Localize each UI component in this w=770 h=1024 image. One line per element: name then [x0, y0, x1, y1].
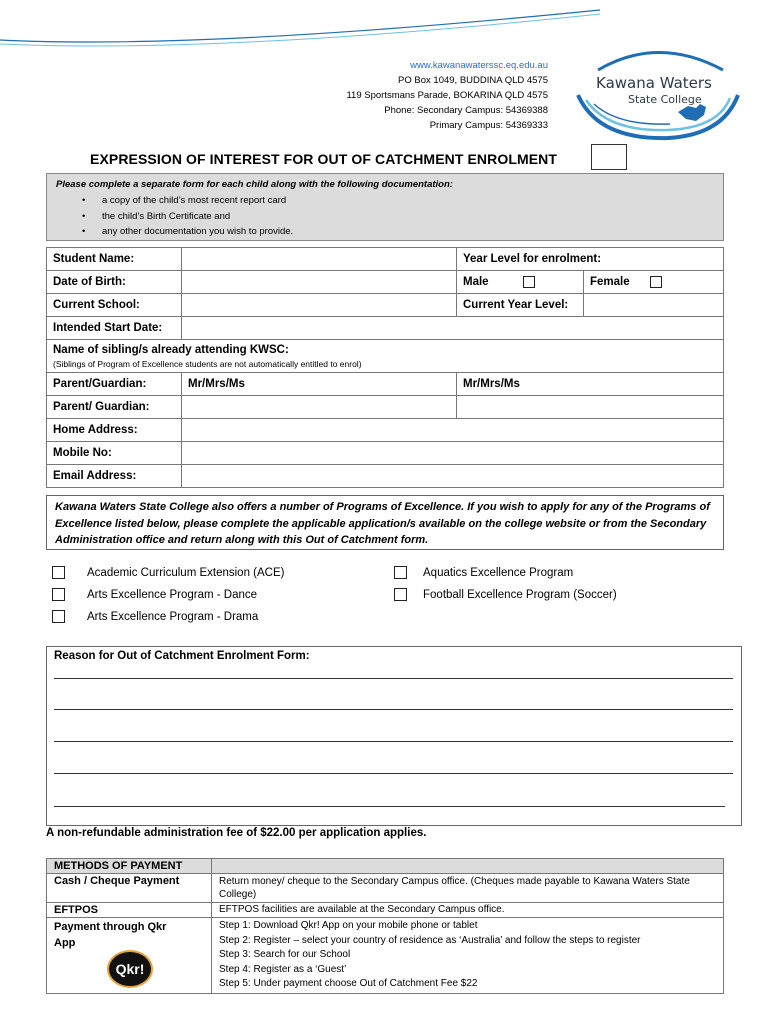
eftpos-label: EFTPOS [47, 903, 212, 918]
siblings-label: Name of sibling/s already attending KWSC: [53, 344, 289, 356]
current-school-label: Current School: [47, 294, 182, 317]
qkr-label: Payment through Qkr App [54, 921, 167, 949]
student-name-field[interactable] [182, 248, 457, 271]
program-drama[interactable] [52, 610, 258, 623]
year-level-label: Year Level for enrolment: [463, 253, 602, 265]
dob-label: Date of Birth: [47, 271, 182, 294]
title-checkbox[interactable] [591, 144, 627, 170]
parent1-field[interactable] [182, 373, 457, 396]
payment-heading: METHODS OF PAYMENT [47, 859, 212, 874]
year-level-field[interactable] [457, 248, 724, 271]
reason-label: Reason for Out of Catchment Enrolment Form: [54, 650, 310, 662]
male-checkbox[interactable] [523, 276, 535, 288]
ace-label: Academic Curriculum Extension (ACE) [87, 566, 285, 579]
logo-text-line2: State College [628, 93, 702, 106]
instructions-heading: Please complete a separate form for each child along with the following documentation: [56, 179, 453, 190]
dob-field[interactable] [182, 271, 457, 294]
college-logo [558, 40, 748, 150]
parent1-title-2: Mr/Mrs/Ms [463, 378, 520, 390]
street-address: 119 Sportsmans Parade, BOKARINA QLD 4575 [346, 90, 548, 101]
reason-box[interactable] [46, 646, 742, 826]
drama-checkbox[interactable] [52, 610, 65, 623]
male-option[interactable] [457, 271, 584, 294]
step-item: Step 5: Under payment choose Out of Catchment Fee $22 [219, 978, 478, 989]
home-address-field[interactable] [182, 419, 724, 442]
start-date-label: Intended Start Date: [47, 317, 182, 340]
documentation-list [82, 193, 293, 240]
male-label: Male [463, 276, 489, 289]
program-football[interactable] [394, 588, 617, 601]
email-field[interactable] [182, 465, 724, 488]
reason-line[interactable] [54, 741, 733, 742]
website-link[interactable]: www.kawanawaterssc.eq.edu.au [410, 60, 548, 71]
student-details-table [46, 247, 724, 488]
parent2-field[interactable] [182, 396, 457, 419]
contact-block [346, 58, 548, 133]
reason-line[interactable] [54, 806, 725, 807]
siblings-note: (Siblings of Program of Excellence students are not automatically entitled to enrol) [53, 359, 362, 369]
dance-label: Arts Excellence Program - Dance [87, 588, 258, 601]
logo-text-line1: Kawana Waters [596, 74, 712, 92]
current-school-field[interactable] [182, 294, 457, 317]
payment-table [46, 858, 724, 994]
form-title: EXPRESSION OF INTEREST FOR OUT OF CATCHMENT ENROLMENT [90, 151, 558, 167]
parent2-label: Parent/ Guardian: [47, 396, 182, 419]
header-swoosh [0, 0, 600, 60]
list-item: • any other documentation you wish to provide. [82, 224, 293, 240]
reason-line[interactable] [54, 773, 733, 774]
parent1-title: Mr/Mrs/Ms [188, 378, 245, 390]
qkr-cell [47, 918, 212, 994]
program-dance[interactable] [52, 588, 257, 601]
home-address-label: Home Address: [47, 419, 182, 442]
student-name-label: Student Name: [47, 248, 182, 271]
cash-label: Cash / Cheque Payment [47, 874, 212, 903]
female-checkbox[interactable] [650, 276, 662, 288]
parent2-field-2[interactable] [457, 396, 724, 419]
step-item: Step 2: Register – select your country of residence as ‘Australia’ and follow the steps to register [219, 934, 641, 946]
drama-label: Arts Excellence Program - Drama [87, 610, 259, 623]
current-year-label: Current Year Level: [457, 294, 584, 317]
admin-fee-note: A non-refundable administration fee of $22.00 per application applies. [46, 827, 427, 839]
cash-text: Return money/ cheque to the Secondary Campus office. (Cheques made payable to Kawana Waters State College) [212, 874, 724, 903]
step-item: Step 3: Search for our School [219, 949, 351, 960]
parent1-label: Parent/Guardian: [47, 373, 182, 396]
female-option[interactable] [584, 271, 724, 294]
current-year-field[interactable] [584, 294, 724, 317]
phone-primary: Primary Campus: 54369333 [429, 120, 548, 131]
list-item: • a copy of the child’s most recent report card [82, 193, 293, 209]
aquatics-label: Aquatics Excellence Program [423, 566, 574, 579]
reason-line[interactable] [54, 678, 733, 679]
program-aquatics[interactable] [394, 566, 573, 579]
football-label: Football Excellence Program (Soccer) [423, 588, 617, 601]
step-item: Step 1: Download Qkr! App on your mobile phone or tablet [219, 920, 478, 931]
step-item: Step 4: Register as a ‘Guest’ [219, 963, 347, 975]
mobile-field[interactable] [182, 442, 724, 465]
phone-secondary: Phone: Secondary Campus: 54369388 [384, 105, 548, 116]
program-ace[interactable] [52, 566, 284, 579]
qkr-logo-icon: Qkr! [109, 952, 151, 986]
reason-line[interactable] [54, 709, 733, 710]
dance-checkbox[interactable] [52, 588, 65, 601]
eftpos-text: EFTPOS facilities are available at the Secondary Campus office. [212, 903, 724, 918]
mobile-label: Mobile No: [47, 442, 182, 465]
qkr-steps [212, 918, 724, 994]
email-label: Email Address: [47, 465, 182, 488]
aquatics-checkbox[interactable] [394, 566, 407, 579]
ace-checkbox[interactable] [52, 566, 65, 579]
programs-list [46, 562, 724, 632]
parent1-field-2[interactable] [457, 373, 724, 396]
instructions-box [46, 173, 724, 241]
football-checkbox[interactable] [394, 588, 407, 601]
female-label: Female [590, 276, 630, 289]
list-item: • the child’s Birth Certificate and [82, 209, 293, 225]
start-date-field[interactable] [182, 317, 724, 340]
po-box: PO Box 1049, BUDDINA QLD 4575 [398, 75, 548, 86]
siblings-field[interactable] [47, 340, 724, 373]
programs-intro: Kawana Waters State College also offers a number of Programs of Excellence. If you wish to apply for any of the Programs of Excellence listed below, please complete the applicable application/s available on the college website or from the Secondary Administration office and return along with this Out of Catchment form. [46, 495, 724, 550]
payment-heading-blank [212, 859, 724, 874]
